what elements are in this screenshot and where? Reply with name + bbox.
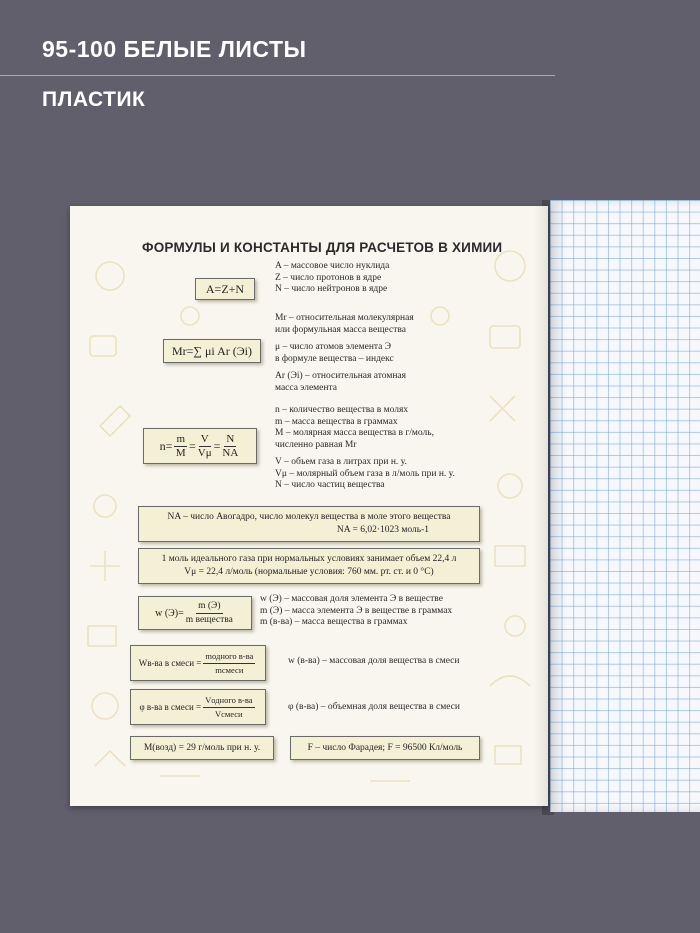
desc-line: или формульная масса вещества	[275, 324, 406, 335]
mass-fraction-mixture-description: w (в-ва) – массовая доля вещества в смеси	[288, 656, 460, 666]
fraction-numerator: N	[226, 432, 235, 445]
molar-volume-statement: 1 моль идеального газа при нормальных условиях занимает объем 22,4 л	[161, 554, 457, 564]
formula-mass-fraction-element	[138, 596, 252, 630]
page-title: ФОРМУЛЫ И КОНСТАНТЫ ДЛЯ РАСЧЕТОВ В ХИМИИ	[142, 240, 503, 255]
fraction-denominator: m вещества	[185, 614, 233, 625]
desc-line: w (Э) – массовая доля элемента Э в веществе	[260, 594, 443, 604]
desc-line: N – число частиц вещества	[275, 480, 385, 490]
fraction-numerator: m	[176, 432, 186, 445]
formula-prefix: φ в-ва в смеси =	[139, 702, 202, 712]
formula-mass-fraction-mixture	[130, 645, 266, 681]
formula-mass-number	[195, 278, 255, 300]
notebook	[70, 200, 700, 815]
fraction	[203, 650, 255, 677]
molar-volume-box	[138, 548, 480, 584]
desc-line: n – количество вещества в молях	[275, 405, 409, 415]
fraction	[203, 694, 254, 721]
faraday-box	[290, 736, 480, 760]
fraction	[186, 600, 233, 627]
header-line-1: 95-100 БЕЛЫЕ ЛИСТЫ	[42, 36, 307, 62]
fraction-denominator: Vсмеси	[215, 708, 243, 719]
fraction-particles	[222, 433, 238, 460]
formula-mass-number-text: A=Z+N	[205, 281, 245, 296]
fraction-denominator: M	[175, 446, 186, 459]
desc-line: N – число нейтронов в ядре	[275, 284, 388, 294]
formula-prefix: w (Э)=	[155, 607, 184, 619]
avogadro-value: NA = 6,02·1023 моль-1	[336, 525, 429, 535]
desc-line: m (Э) – масса элемента Э в веществе в граммах	[260, 605, 453, 616]
desc-line: Z – число протонов в ядре	[275, 272, 382, 283]
desc-line: m (в-ва) – масса вещества в граммах	[260, 617, 408, 627]
desc-line: численно равная Mr	[275, 439, 357, 450]
desc-line: Mr – относительная молекулярная	[275, 313, 414, 323]
fraction-mass	[174, 433, 187, 460]
desc-line: m – масса вещества в граммах	[275, 416, 398, 427]
formula-prefix: Wв-ва в смеси =	[138, 658, 202, 668]
fraction-denominator: NA	[222, 446, 239, 459]
formula-amount-of-substance: n= $\frac{m}{M}$ = $\frac{V}{V\mu}$ = $\frac{N}{NA}$	[143, 428, 257, 464]
fraction-denominator: Vμ	[197, 446, 212, 459]
fraction-volume	[198, 433, 212, 460]
header-line-2: ПЛАСТИК	[42, 88, 146, 111]
volume-fraction-description: φ (в-ва) – объемная доля вещества в смеси	[288, 702, 460, 712]
desc-line: V – объем газа в литрах при н. у.	[275, 457, 407, 467]
desc-line: M – молярная масса вещества в г/моль,	[275, 428, 435, 438]
molecular-mass-description	[275, 313, 414, 394]
fraction-numerator: Vодного в-ва	[203, 694, 254, 708]
formula-prefix: n=	[159, 438, 173, 453]
formula-page	[70, 206, 548, 806]
desc-line: Ar (Эi) – относительная атомная	[275, 371, 407, 381]
fraction-denominator: mсмеси	[215, 664, 244, 675]
amount-description	[275, 405, 455, 492]
formula-volume-fraction	[130, 689, 266, 725]
faraday-text: F – число Фарадея; F = 96500 Кл/моль	[307, 743, 463, 753]
mass-number-description	[275, 261, 389, 296]
formula-content	[70, 206, 548, 806]
formula-molecular-mass	[163, 339, 261, 363]
desc-line: масса элемента	[275, 382, 337, 393]
header-divider	[0, 75, 555, 76]
fraction-numerator: V	[200, 432, 209, 445]
fraction-numerator: mодного в-ва	[203, 650, 255, 664]
fraction-numerator: m (Э)	[196, 600, 222, 614]
formula-molecular-mass-text: Mr=∑ μi Ar (Эi)	[171, 343, 252, 358]
air-molar-mass-text: M(возд) = 29 г/моль при н. у.	[143, 743, 261, 753]
air-molar-mass-box	[130, 736, 274, 760]
avogadro-box	[138, 506, 480, 542]
desc-line: в формуле вещества – индекс	[275, 353, 394, 364]
mass-fraction-element-description	[260, 594, 452, 629]
desc-line: μ – число атомов элемента Э	[275, 342, 392, 352]
molar-volume-value: Vμ = 22,4 л/моль (нормальные условия: 760 мм. рт. ст. и 0 °C)	[184, 567, 434, 577]
desc-line: Vμ – молярный объем газа в л/моль при н. у.	[275, 468, 455, 479]
grid-page	[550, 200, 700, 812]
desc-line: A – массовое число нуклида	[275, 261, 390, 271]
avogadro-definition: NA – число Авогадро, число молекул вещества в моле этого вещества	[167, 512, 451, 522]
